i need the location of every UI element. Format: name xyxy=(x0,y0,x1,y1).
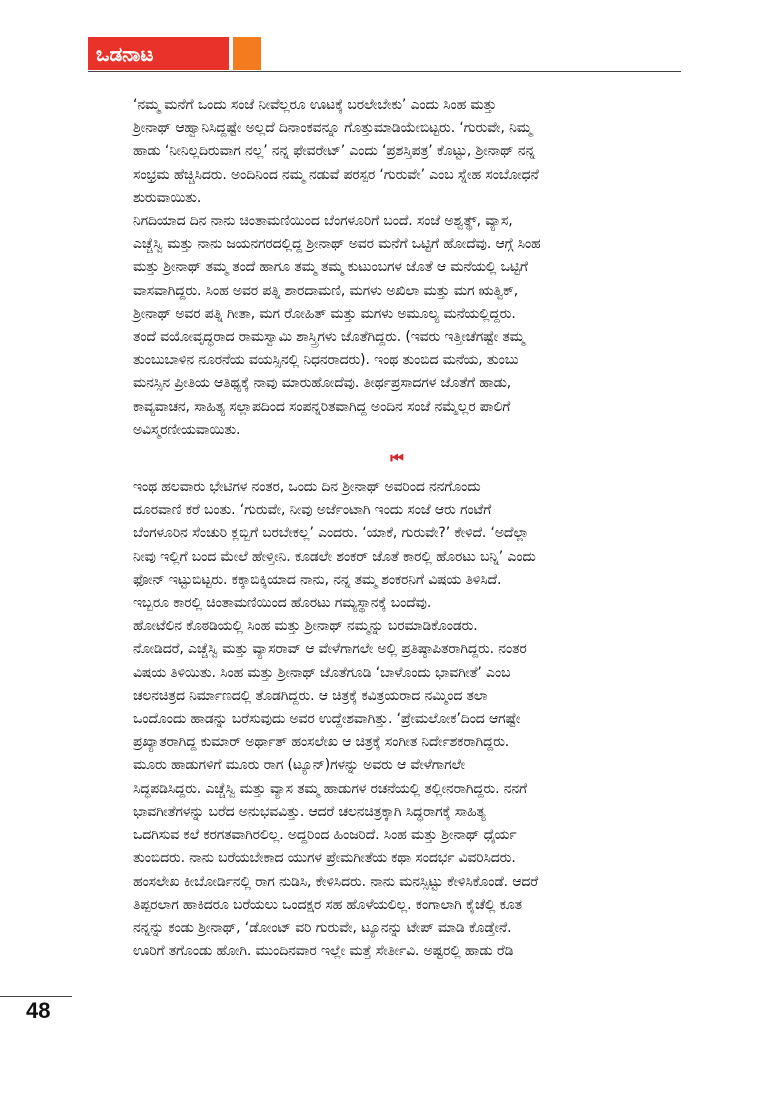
text-line: ಫೋನ್ ಇಟ್ಟುಬಿಟ್ಟರು. ಕಕ್ಕಾಬಿಕ್ಕಿಯಾದ ನಾನು, ನನ್ನ ತಮ್ಮ ಶಂಕರನಿಗೆ ವಿಷಯ ತಿಳಿಸಿದೆ. xyxy=(133,571,502,588)
text-line: ಅವಿಸ್ಮರಣೀಯವಾಯಿತು. xyxy=(133,421,241,438)
text-line: ನನ್ನನ್ನು ಕಂಡು ಶ್ರೀನಾಥ್, ‘ಡೋಂಟ್ ವರಿ ಗುರುವೇ, ಟ್ಯೂನನ್ನು ಟೇಪ್ ಮಾಡಿ ಕೊಡ್ತೇನೆ. xyxy=(133,919,512,936)
rewind-icon: ⏮ xyxy=(390,449,404,468)
page-number: 48 xyxy=(26,998,51,1023)
text-line: ಪ್ರಖ್ಯಾತರಾಗಿದ್ದ ಕುಮಾರ್ ಅರ್ಥಾತ್ ಹಂಸಲೇಖ ಆ ಚಿತ್ರಕ್ಕೆ ಸಂಗೀತ ನಿರ್ದೇಶಕರಾಗಿದ್ದರು. xyxy=(133,734,510,751)
paragraph-1 xyxy=(118,94,676,210)
text-line: ನೋಡಿದರೆ, ಎಚ್ಚೆಸ್ವಿ ಮತ್ತು ವ್ಯಾಸರಾವ್ ಆ ವೇಳೆಗಾಗಲೇ ಅಲ್ಲಿ ಪ್ರತಿಷ್ಠಾಪಿತರಾಗಿದ್ದರು. ನಂತರ xyxy=(133,641,527,658)
text-line: ಮನಸ್ಸಿನ ಪ್ರೀತಿಯ ಆತಿಥ್ಯಕ್ಕೆ ನಾವು ಮಾರುಹೋದೆವು. ತೀರ್ಥಪ್ರಸಾದಗಳ ಜೊತೆಗೆ ಹಾಡು, xyxy=(133,375,512,392)
text-line: ಶ್ರೀನಾಥ್ ಅವರ ಪತ್ನಿ ಗೀತಾ, ಮಗ ರೋಹಿತ್ ಮತ್ತು ಮಗಳು ಅಮೂಲ್ಯ ಮನೆಯಲ್ಲಿದ್ದರು. xyxy=(133,305,516,322)
text-line: ತುಂಬಿದರು. ನಾನು ಬರೆಯಬೇಕಾದ ಯುಗಳ ಪ್ರೇಮಗೀತೆಯ ಕಥಾ ಸಂದರ್ಭ ವಿವರಿಸಿದರು. xyxy=(133,850,516,867)
text-line: ಮತ್ತು ಶ್ರೀನಾಥ್ ತಮ್ಮ ತಂದೆ ಹಾಗೂ ತಮ್ಮ ತಮ್ಮ ಕುಟುಂಬಗಳ ಜೊತೆ ಆ ಮನೆಯಲ್ಲಿ ಒಟ್ಟಿಗೆ xyxy=(133,259,528,276)
text-line: ಸಿದ್ಧಪಡಿಸಿದ್ದರು. ಎಚ್ಚೆಸ್ವಿ ಮತ್ತು ವ್ಯಾಸ ತಮ್ಮ ಹಾಡುಗಳ ರಚನೆಯಲ್ಲಿ ತಲ್ಲೀನರಾಗಿದ್ದರು. ನನಗೆ xyxy=(133,780,527,797)
text-line: ವಿಷಯ ತಿಳಿಯಿತು. ಸಿಂಹ ಮತ್ತು ಶ್ರೀನಾಥ್ ಜೊತೆಗೂಡಿ ‘ಬಾಳೊಂದು ಭಾವಗೀತೆ’ ಎಂಬ xyxy=(133,664,511,681)
text-line: ಇಬ್ಬರೂ ಕಾರಲ್ಲಿ ಚಿಂತಾಮಣಿಯಿಂದ ಹೊರಟು ಗಮ್ಯಸ್ಥಾನಕ್ಕೆ ಬಂದೆವು. xyxy=(133,595,432,612)
text-line: ಊರಿಗೆ ತಗೊಂಡು ಹೋಗಿ. ಮುಂದಿನವಾರ ಇಲ್ಲೇ ಮತ್ತೆ ಸೇರ್ತೀವಿ. ಅಷ್ಟರಲ್ಲಿ ಹಾಡು ರೆಡಿ xyxy=(133,943,514,960)
paragraph-2 xyxy=(118,210,676,442)
text-line: ಶ್ರೀನಾಥ್ ಆಹ್ವಾನಿಸಿದ್ದಷ್ಟೇ ಅಲ್ಲದೆ ದಿನಾಂಕವನ್ನೂ ಗೊತ್ತುಮಾಡಿಯೇಬಿಟ್ಟರು. ‘ಗುರುವೇ, ನಿಮ್ಮ xyxy=(133,120,532,137)
text-line: ಒದಗಿಸುವ ಕಲೆ ಕರಗತವಾಗಿರಲಿಲ್ಲ. ಅದ್ದರಿಂದ ಹಿಂಜರಿದೆ. ಸಿಂಹ ಮತ್ತು ಶ್ರೀನಾಥ್ ಧೈರ್ಯ xyxy=(133,827,517,844)
page-number-rule xyxy=(0,996,72,997)
text-line: ಶುರುವಾಯಿತು. xyxy=(133,189,202,206)
text-line: ನೀವು ಇಲ್ಲಿಗೆ ಬಂದ ಮೇಲೆ ಹೇಳ್ತೀನಿ. ಕೂಡಲೇ ಶಂಕರ್ ಜೊತೆ ಕಾರಲ್ಲಿ ಹೊರಟು ಬನ್ನಿ’ ಎಂದು xyxy=(133,548,536,565)
text-line: ಹಾಡು ‘ನೀನಿಲ್ಲದಿರುವಾಗ ನಲ್ಲ’ ನನ್ನ ಫೇವರೇಟ್’ ಎಂದು ‘ಪ್ರಶಸ್ತಿಪತ್ರ’ ಕೊಟ್ಟು, ಶ್ರೀನಾಥ್ ನನ್ನ xyxy=(133,143,535,160)
header-accent xyxy=(233,37,261,70)
text-line: ಕಾವ್ಯವಾಚನ, ಸಾಹಿತ್ಯ ಸಲ್ಲಾಪದಿಂದ ಸಂಪನ್ನರಿತವಾಗಿದ್ದ ಅಂದಿನ ಸಂಜೆ ನಮ್ಮೆಲ್ಲರ ಪಾಲಿಗೆ xyxy=(133,398,511,415)
header-rule xyxy=(88,71,681,72)
paragraph-3 xyxy=(118,476,676,615)
text-line: ಸಂಭ್ರಮ ಹೆಚ್ಚಿಸಿದರು. ಅಂದಿನಿಂದ ನಮ್ಮ ನಡುವೆ ಪರಸ್ಪರ ‘ಗುರುವೇ’ ಎಂಬ ಸ್ನೇಹ ಸಂಬೋಧನೆ xyxy=(133,166,539,183)
text-line: ಚಲನಚಿತ್ರದ ನಿರ್ಮಾಣದಲ್ಲಿ ತೊಡಗಿದ್ದರು. ಆ ಚಿತ್ರಕ್ಕೆ ಕವಿತ್ರಯರಾದ ನಮ್ಮಿಂದ ತಲಾ xyxy=(133,687,488,704)
section-title: ಒಡನಾಟ xyxy=(96,42,154,66)
text-line: ‘ನಮ್ಮ ಮನೆಗೆ ಒಂದು ಸಂಜೆ ನೀವೆಲ್ಲರೂ ಊಟಕ್ಕೆ ಬರಲೇಬೇಕು’ ಎಂದು ಸಿಂಹ ಮತ್ತು xyxy=(133,97,497,113)
text-line: ವಾಸವಾಗಿದ್ದರು. ಸಿಂಹ ಅವರ ಪತ್ನಿ ಶಾರದಾಮಣಿ, ಮಗಳು ಅಖಿಲಾ ಮತ್ತು ಮಗ ಋತ್ವಿಕ್, xyxy=(133,282,519,299)
text-line: ತಿಪ್ಪರಲಾಗ ಹಾಕಿದರೂ ಬರೆಯಲು ಒಂದಕ್ಷರ ಸಹ ಹೊಳೆಯಲಿಲ್ಲ. ಕಂಗಾಲಾಗಿ ಕೈಚೆಲ್ಲಿ ಕೂತ xyxy=(133,896,522,913)
text-line: ತಂದೆ ವಯೋವೃದ್ಧರಾದ ರಾಮಸ್ವಾಮಿ ಶಾಸ್ತ್ರಿಗಳು ಜೊತೆಗಿದ್ದರು. (ಇವರು ಇತ್ತೀಚೆಗಷ್ಟೇ ತಮ್ಮ xyxy=(133,329,525,346)
text-line: ಭಾವಗೀತೆಗಳನ್ನು ಬರೆದ ಅನುಭವವಿತ್ತು. ಆದರೆ ಚಲನಚಿತ್ರಕ್ಕಾಗಿ ಸಿದ್ಧರಾಗಕ್ಕೆ ಸಾಹಿತ್ಯ xyxy=(133,803,486,820)
text-line: ಇಂಥ ಹಲವಾರು ಭೇಟಿಗಳ ನಂತರ, ಒಂದು ದಿನ ಶ್ರೀನಾಥ್ ಅವರಿಂದ ನನಗೊಂದು xyxy=(133,479,481,496)
text-line: ಹೋಟೆಲಿನ ಕೊಠಡಿಯಲ್ಲಿ ಸಿಂಹ ಮತ್ತು ಶ್ರೀನಾಥ್ ನಮ್ಮನ್ನು ಬರಮಾಡಿಕೊಂಡರು. xyxy=(133,618,478,635)
text-line: ನಿಗದಿಯಾದ ದಿನ ನಾನು ಚಿಂತಾಮಣಿಯಿಂದ ಬೆಂಗಳೂರಿಗೆ ಬಂದೆ. ಸಂಜೆ ಅಶ್ವತ್ಥ್, ವ್ಯಾಸ, xyxy=(133,213,513,230)
text-line: ಬೆಂಗಳೂರಿನ ಸೆಂಚುರಿ ಕ್ಲಬ್ಬಿಗೆ ಬರಬೇಕಲ್ಲ’ ಎಂದರು. ‘ಯಾಕೆ, ಗುರುವೇ?’ ಕೇಳಿದೆ. ‘ಅದೆಲ್ಲಾ xyxy=(133,525,529,542)
text-line: ದೂರವಾಣಿ ಕರೆ ಬಂತು. ‘ಗುರುವೇ, ನೀವು ಅರ್ಜೆಂಟಾಗಿ ಇಂದು ಸಂಜೆ ಆರು ಗಂಟೆಗೆ xyxy=(133,502,492,519)
text-line: ಹಂಸಲೇಖ ಕೀಬೋರ್ಡಿನಲ್ಲಿ ರಾಗ ನುಡಿಸಿ, ಕೇಳಿಸಿದರು. ನಾನು ಮನಸ್ಸಿಟ್ಟು ಕೇಳಿಸಿಕೊಂಡೆ. ಆದರೆ xyxy=(133,873,539,890)
paragraph-4 xyxy=(118,615,676,963)
text-line: ಒಂದೊಂದು ಹಾಡನ್ನು ಬರೆಸುವುದು ಅವರ ಉದ್ದೇಶವಾಗಿತ್ತು. ‘ಪ್ರೇಮಲೋಕ’ದಿಂದ ಆಗಷ್ಟೇ xyxy=(133,711,521,728)
separator xyxy=(118,442,676,476)
article-body xyxy=(118,94,676,963)
text-line: ಎಚ್ಚೆಸ್ವಿ ಮತ್ತು ನಾನು ಜಯನಗರದಲ್ಲಿದ್ದ ಶ್ರೀನಾಥ್ ಅವರ ಮನೆಗೆ ಒಟ್ಟಿಗೆ ಹೋದೆವು. ಆಗ್ಗೆ ಸಿಂಹ xyxy=(133,236,541,253)
text-line: ತುಂಬುಬಾಳಿನ ನೂರನೆಯ ವಯಸ್ಸಿನಲ್ಲಿ ನಿಧನರಾದರು). ಇಂಥ ತುಂಬಿದ ಮನೆಯ, ತುಂಬು xyxy=(133,352,519,369)
text-line: ಮೂರು ಹಾಡುಗಳಿಗೆ ಮೂರು ರಾಗ (ಟ್ಯೂನ್)ಗಳನ್ನು ಅವರು ಆ ವೇಳೆಗಾಗಲೇ xyxy=(133,757,465,774)
